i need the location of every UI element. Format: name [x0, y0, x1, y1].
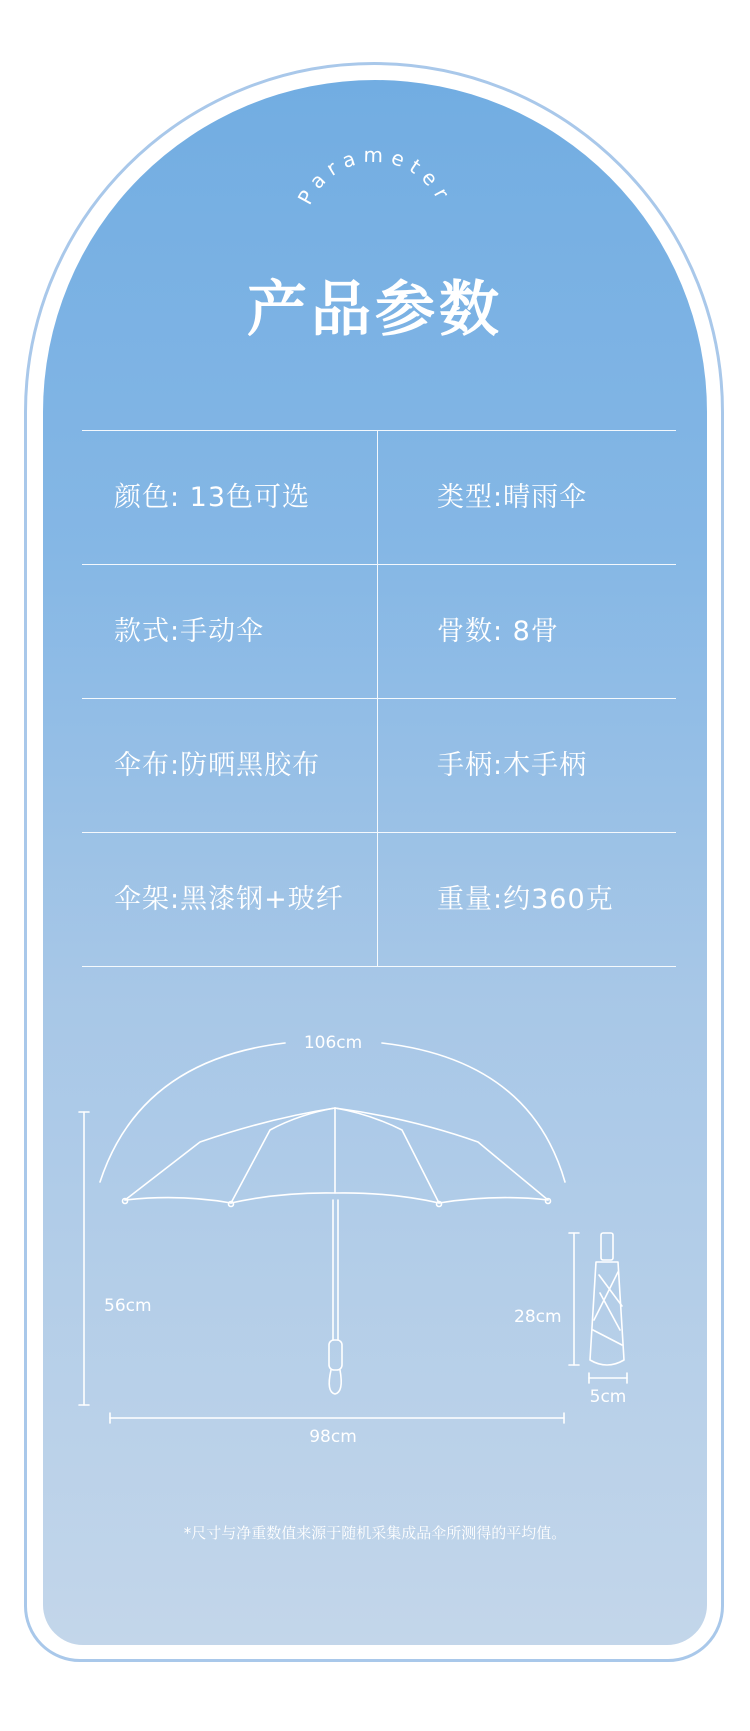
open-umbrella-icon	[123, 1108, 551, 1394]
folded-height-label: 28cm	[514, 1307, 562, 1327]
arc-length-label: 106cm	[303, 1033, 363, 1053]
folded-umbrella-icon	[590, 1233, 624, 1365]
spec-style: 款式:手动伞	[114, 616, 265, 647]
width-guide	[110, 1413, 564, 1423]
open-height-label: 56cm	[104, 1296, 152, 1316]
page-title: 产品参数	[247, 275, 503, 345]
spec-type: 类型:晴雨伞	[437, 482, 588, 513]
folded-width-label: 5cm	[589, 1387, 627, 1407]
spec-fabric: 伞布:防晒黑胶布	[114, 750, 321, 781]
spec-weight: 重量:约360克	[437, 884, 614, 915]
footnote: *尺寸与净重数值来源于随机采集成品伞所测得的平均值。	[183, 1524, 567, 1542]
arc-guide-left	[100, 1043, 285, 1182]
folded-height-guide	[569, 1233, 579, 1365]
arc-text: Parameter	[292, 142, 458, 209]
arc-guide-right	[382, 1043, 565, 1182]
folded-width-guide	[589, 1373, 627, 1383]
spec-ribs: 骨数: 8骨	[437, 616, 559, 647]
spec-handle: 手柄:木手柄	[437, 750, 588, 781]
spec-frame: 伞架:黑漆钢+玻纤	[114, 884, 344, 915]
height-guide	[79, 1112, 89, 1405]
spec-color: 颜色: 13色可选	[114, 482, 311, 513]
open-width-label: 98cm	[309, 1427, 357, 1447]
